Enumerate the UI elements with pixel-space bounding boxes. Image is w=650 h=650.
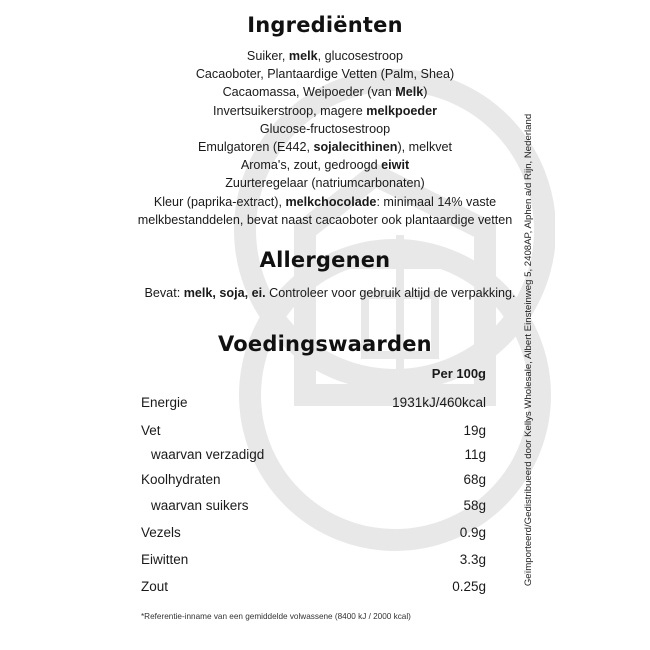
ingredient-line: Cacaoboter, Plantaardige Vetten (Palm, Shea) (195, 67, 455, 82)
nutrition-column-header: Per 100g (431, 366, 486, 381)
nutrition-label: Eiwitten (141, 552, 189, 567)
nutrition-label: waarvan verzadigd (151, 447, 265, 462)
nutrition-row (141, 579, 486, 599)
nutrition-row (141, 423, 486, 443)
reference-intake-footnote: *Referentie-inname van een gemiddelde volwassene (8400 kJ / 2000 kcal) (141, 612, 411, 621)
ingredient-line: Zuurteregelaar (natriumcarbonaten) (225, 176, 425, 191)
nutrition-row (141, 525, 486, 545)
ingredient-line: Cacaomassa, Weipoeder (van Melk) (222, 85, 428, 100)
nutrition-row (141, 447, 486, 467)
nutrition-value: 0.9g (459, 525, 486, 540)
nutrition-value: 58g (463, 498, 486, 513)
ingredient-line: Aroma's, zout, gedroogd eiwit (240, 158, 410, 173)
ingredient-line: Glucose-fructosestroop (259, 121, 391, 136)
nutrition-value: 3.3g (459, 552, 486, 567)
nutrition-title: Voedingswaarden (218, 332, 432, 356)
nutrition-label: Vet (141, 423, 161, 438)
allergens-title: Allergenen (259, 248, 391, 272)
ingredients-title: Ingrediënten (247, 13, 403, 37)
ingredients-list (130, 47, 520, 229)
nutrition-value: 0.25g (452, 579, 486, 594)
nutrition-value: 11g (464, 447, 486, 462)
nutrition-label: Zout (141, 579, 169, 594)
nutrition-value: 19g (463, 423, 486, 438)
ingredient-line: Suiker, melk, glucosestroop (246, 49, 404, 63)
nutrition-row (141, 552, 486, 572)
ingredient-line: Kleur (paprika-extract), melkchocolade: minimaal 14% vaste melkbestanddelen, bevat naast cacaoboter ook plantaardige vetten (137, 194, 513, 227)
allergens-text: Bevat: melk, soja, ei. Controleer voor gebruik altijd de verpakking. (144, 286, 516, 300)
nutrition-row (141, 498, 486, 518)
ingredient-line: Emulgatoren (E442, sojalecithinen), melkvet (197, 140, 453, 155)
nutrition-value: 1931kJ/460kcal (392, 395, 486, 410)
nutrition-label: Vezels (141, 525, 181, 540)
ingredient-line: Invertsuikerstroop, magere melkpoeder (213, 103, 437, 118)
nutrition-row (141, 395, 486, 415)
nutrition-value: 68g (463, 472, 486, 487)
nutrition-label: waarvan suikers (151, 498, 249, 513)
nutrition-label: Energie (141, 395, 188, 410)
nutrition-row (141, 472, 486, 492)
nutrition-label: Koolhydraten (141, 472, 221, 487)
distributor-address: Geïmporteerd/Gedistribueerd door Kellys Wholesale, Albert Einsteinweg 5, 2408AP, Alphen a/d Rijn, Nederland (523, 113, 534, 587)
